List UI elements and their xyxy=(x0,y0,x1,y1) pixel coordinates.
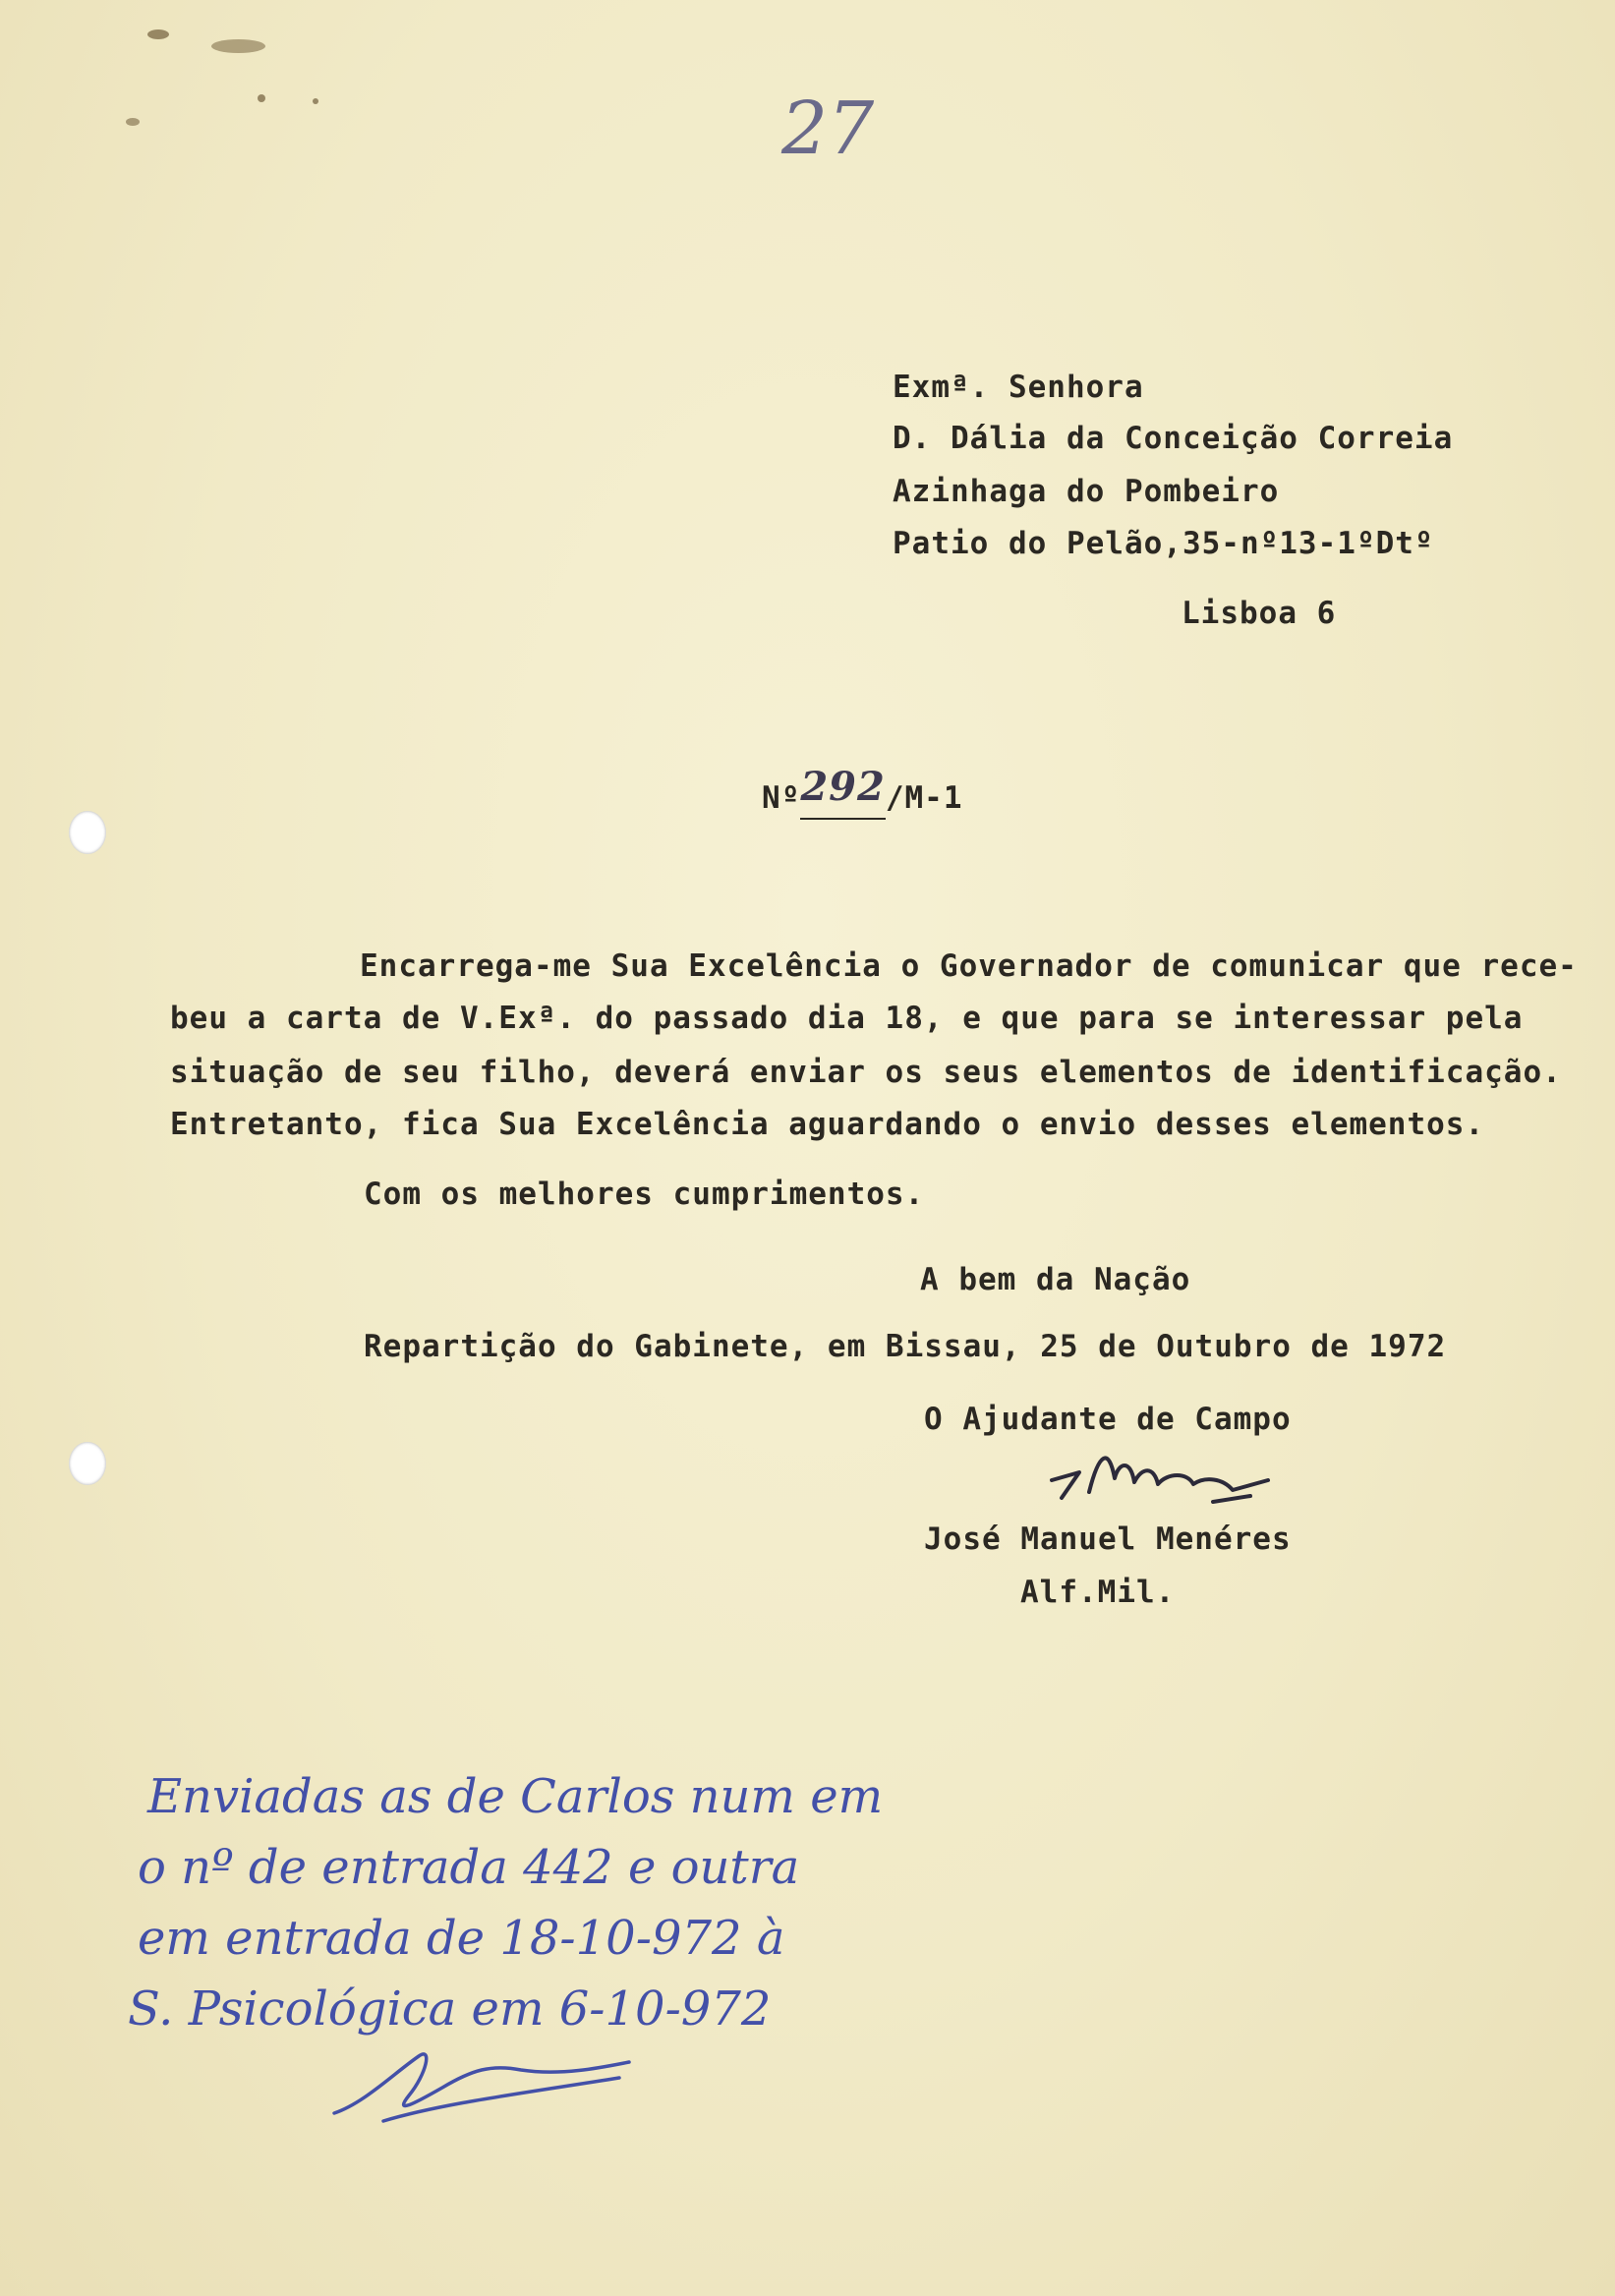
signature xyxy=(1040,1433,1286,1512)
punch-hole-bottom xyxy=(69,1442,106,1485)
signatory-name: José Manuel Menéres xyxy=(924,1521,1292,1557)
reference-number-field xyxy=(800,764,886,820)
paper-stain xyxy=(147,29,169,39)
punch-hole-top xyxy=(69,811,106,854)
reference-prefix: Nº xyxy=(762,780,801,816)
paper-stain xyxy=(126,118,140,126)
paper-stain xyxy=(211,39,265,53)
paper-stain xyxy=(258,94,265,102)
handwritten-note-line-1: Enviadas as de Carlos num em xyxy=(147,1769,884,1824)
recipient-city: Lisboa 6 xyxy=(1182,596,1337,631)
body-line-4: Entretanto, fica Sua Excelência aguardando o envio desses elementos. xyxy=(170,1107,1485,1142)
paper-stain xyxy=(313,98,318,104)
handwritten-note-line-3: em entrada de 18-10-972 à xyxy=(138,1911,785,1966)
recipient-salutation: Exmª. Senhora xyxy=(893,370,1144,405)
closing-place-date: Repartição do Gabinete, em Bissau, 25 de Outubro de 1972 xyxy=(364,1329,1447,1364)
reference-number: 292 xyxy=(800,764,886,810)
page-number: 27 xyxy=(781,86,875,171)
closing-motto: A bem da Nação xyxy=(920,1262,1191,1297)
closing-greeting: Com os melhores cumprimentos. xyxy=(364,1177,925,1212)
handwritten-initials xyxy=(324,2035,639,2133)
body-line-3: situação de seu filho, deverá enviar os seus elementos de identificação. xyxy=(170,1055,1562,1090)
reference xyxy=(762,764,963,820)
handwritten-note-line-4: S. Psicológica em 6-10-972 xyxy=(128,1981,772,2037)
reference-suffix: /M-1 xyxy=(885,780,963,816)
handwritten-note-line-2: o nº de entrada 442 e outra xyxy=(138,1840,800,1895)
closing-role: O Ajudante de Campo xyxy=(924,1402,1292,1437)
signatory-rank: Alf.Mil. xyxy=(1020,1575,1176,1610)
recipient-name: D. Dália da Conceição Correia xyxy=(893,421,1454,456)
body-line-1: Encarrega-me Sua Excelência o Governador de comunicar que rece- xyxy=(360,948,1578,984)
body-line-2: beu a carta de V.Exª. do passado dia 18, e que para se interessar pela xyxy=(170,1001,1524,1036)
recipient-address-line-1: Azinhaga do Pombeiro xyxy=(893,474,1280,509)
recipient-address-line-2: Patio do Pelão,35-nº13-1ºDtº xyxy=(893,526,1434,561)
